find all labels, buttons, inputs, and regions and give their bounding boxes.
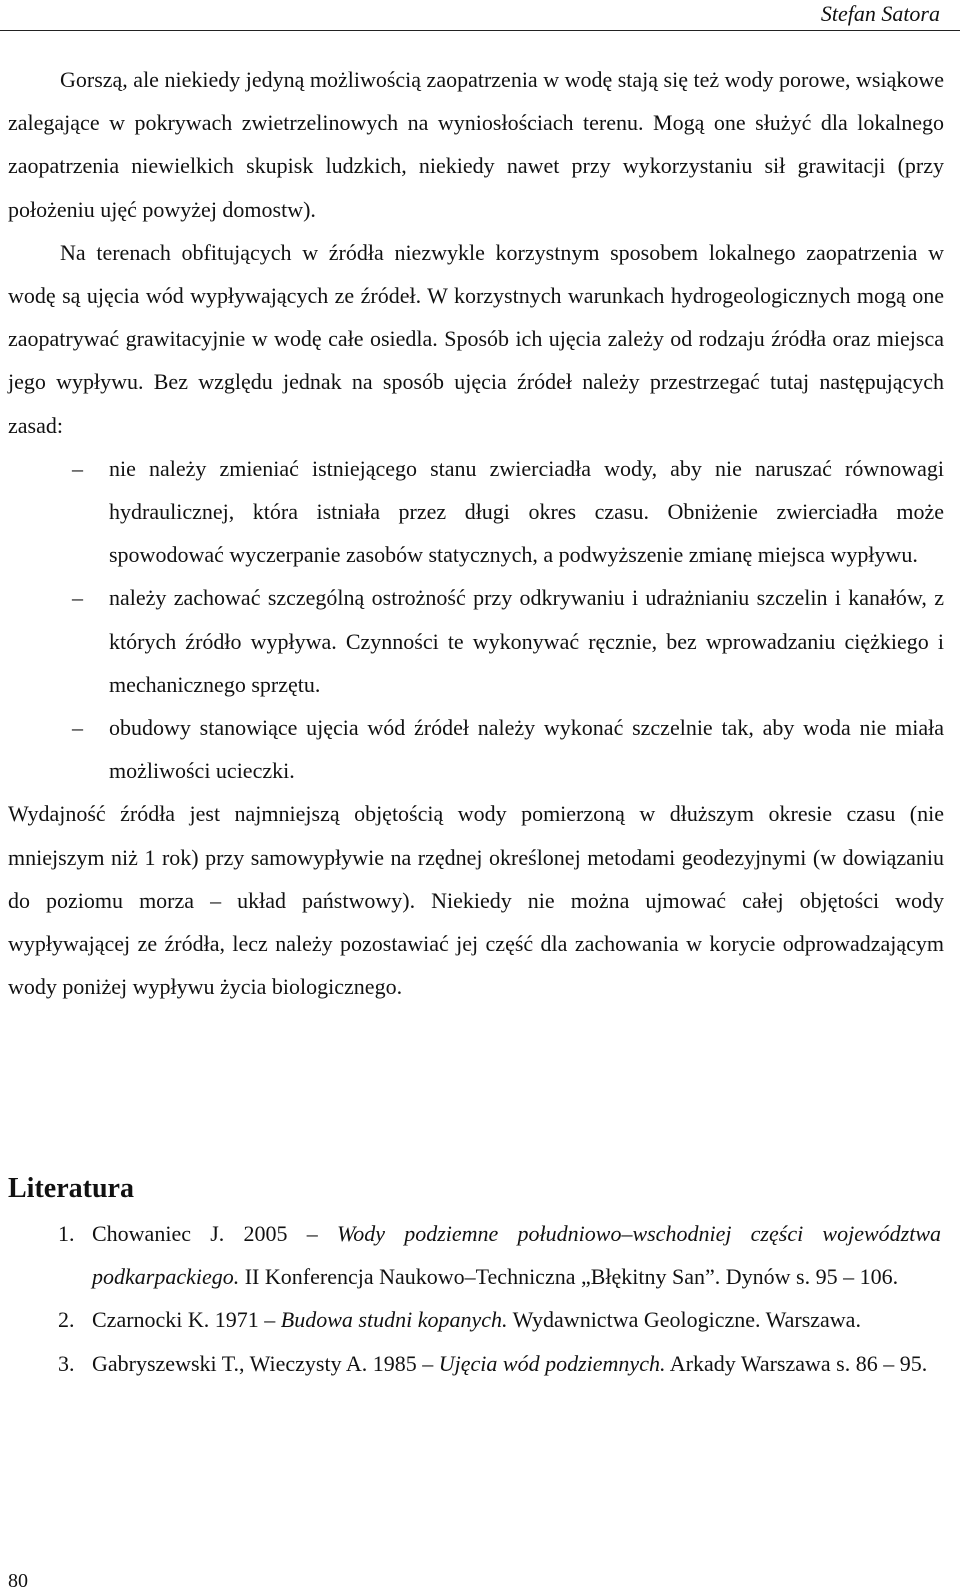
rules-item-text: obudowy stanowiące ujęcia wód źródeł należy wykonać szczelnie tak, aby woda nie miała możliwości ucieczki. (109, 715, 944, 784)
literature-heading: Literatura (8, 1173, 134, 1204)
header-author: Stefan Satora (820, 1, 940, 26)
reference-item (58, 1212, 941, 1298)
dash-bullet: – (72, 455, 83, 481)
rules-item-text: należy zachować szczególną ostrożność przy odkrywaniu i udrażnianiu szczelin i kanałów, z których źródło wypływa. Czynności te wykonywać ręcznie, bez wprowadzaniu ciężkiego i mechanicznego sprzętu. (109, 585, 944, 697)
rules-list (8, 447, 944, 793)
reference-source: Arkady Warszawa s. 86 – 95. (665, 1350, 928, 1376)
reference-authors: Chowaniec J. 2005 – (92, 1221, 337, 1246)
paragraph-3: Wydajność źródła jest najmniejszą objętością wody pomierzoną w dłuższym okresie czasu (nie mniejszym niż 1 rok) przy samowypływie na rzędnej określonej metodami geodezyjnymi (w dowiązaniu do poziomu morza – układ państwowy). Niekiedy nie można ujmować całej objętości wody wypływającej ze źródła, lecz należy pozostawiać jej część dla zachowania w korycie odprowadzającym wody poniżej wypływu życia biologicznego. (8, 801, 944, 1000)
paragraph-1: Gorszą, ale niekiedy jedyną możliwością zaopatrzenia w wodę stają się też wody porowe, wsiąkowe zalegające w pokrywach zwietrzelinowych na wyniosłościach terenu. Mogą one służyć dla lokalnego zaopatrzenia niewielkich skupisk ludzkich, niekiedy nawet przy wykorzystaniu sił grawitacji (przy położeniu ujęć powyżej domostw). (8, 67, 944, 222)
reference-source: Wydawnictwa Geologiczne. Warszawa. (507, 1307, 861, 1333)
reference-number: 3. (58, 1350, 75, 1376)
reference-title: Budowa studni kopanych. (280, 1307, 508, 1333)
reference-number: 2. (58, 1307, 75, 1333)
reference-title: Ujęcia wód podziemnych. (438, 1350, 666, 1376)
rules-item-text: nie należy zmieniać istniejącego stanu zwierciadła wody, aby nie naruszać równowagi hydraulicznej, która istniała przez długi okres czasu. Obniżenie zwierciadła może spowodować wyczerpanie zasobów statycznych, a podwyższenie zmianę miejsca wypływu. (109, 455, 944, 568)
paragraph-2: Na terenach obfitujących w źródła niezwykle korzystnym sposobem lokalnego zaopatrzenia w wodę są ujęcia wód wypływających ze źródeł. W korzystnych warunkach hydrogeologicznych mogą one zaopatrywać grawitacyjnie w wodę całe osiedla. Sposób ich ujęcia zależy od rodzaju źródła oraz miejsca jego wypływu. Bez względu jednak na sposób ujęcia źródeł należy przestrzegać tutaj następujących zasad: (8, 239, 944, 438)
reference-title: Wody podziemne południowo–wschodniej części województwa podkarpackiego. (92, 1221, 941, 1290)
dash-bullet: – (72, 715, 83, 741)
reference-number: 1. (58, 1221, 75, 1246)
reference-source: II Konferencja Naukowo–Techniczna „Błękitny San”. Dynów s. 95 – 106. (239, 1264, 899, 1290)
body-text (8, 58, 944, 1008)
running-header (0, 0, 960, 31)
reference-authors: Czarnocki K. 1971 – (92, 1307, 281, 1333)
rules-list-item (8, 576, 944, 706)
reference-list (58, 1212, 941, 1385)
reference-item (58, 1298, 941, 1341)
reference-item (58, 1342, 941, 1385)
page-number: 80 (8, 1570, 28, 1592)
rules-list-item (8, 447, 944, 577)
reference-authors: Gabryszewski T., Wieczysty A. 1985 – (92, 1350, 439, 1376)
rules-list-item (8, 706, 944, 792)
dash-bullet: – (72, 585, 83, 611)
